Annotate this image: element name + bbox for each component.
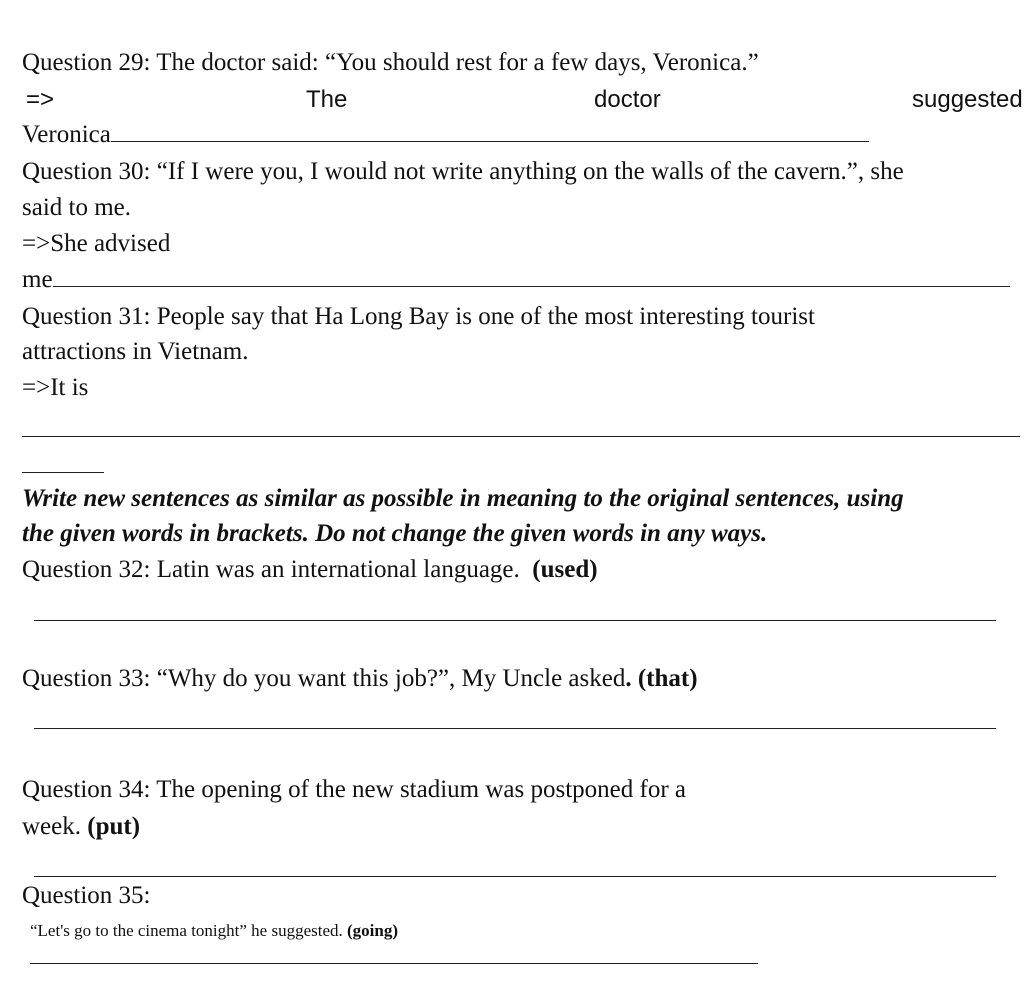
q34-question-line2: week. (put) [22,813,141,840]
q31-answer-prompt: =>It is [22,374,89,401]
q35-answer-blank[interactable] [30,963,758,964]
q35-question: “Let's go to the cinema tonight” he suggested. (going) [30,921,399,940]
q34-given-word: (put) [87,813,141,840]
q30-answer-prompt: =>She advised [22,230,171,257]
instructions-line1: Write new sentences as similar as possible in meaning to the original sentences, using [22,485,904,512]
q31-answer-blank-continuation[interactable] [22,472,104,473]
q29-answer-line: Veronica [22,120,869,150]
q29-question: Question 29: The doctor said: “You should rest for a few days, Veronica.” [22,49,759,76]
q29-answer-prompt-word-doctor: doctor [594,86,661,113]
q33-question: Question 33: “Why do you want this job?”, My Uncle asked. (that) [22,665,698,692]
q30-answer-line: me [22,265,1010,295]
q34-question-line1: Question 34: The opening of the new stadium was postponed for a [22,776,687,803]
q30-answer-blank[interactable] [53,286,1010,287]
q29-answer-prompt-word-suggested: suggested [912,86,1023,113]
q30-question-line1: Question 30: “If I were you, I would not write anything on the walls of the cavern.”, she [22,158,904,185]
q29-answer-prompt-word-the: The [306,86,348,113]
instructions-line2: the given words in brackets. Do not change the given words in any ways. [22,520,768,547]
q33-given-word: (that) [637,665,698,692]
q32-given-word: (used) [532,556,598,583]
q31-question-line1: Question 31: People say that Ha Long Bay is one of the most interesting tourist [22,303,815,330]
q35-given-word: (going) [347,921,399,940]
q33-answer-blank[interactable] [34,728,996,729]
q31-answer-blank[interactable] [22,436,1020,437]
q29-answer-blank[interactable] [111,141,869,142]
q29-answer-prompt-word-arrow: => [26,86,55,113]
q30-question-line2: said to me. [22,194,132,221]
q35-label: Question 35: [22,882,151,909]
q31-question-line2: attractions in Vietnam. [22,338,249,365]
q32-question: Question 32: Latin was an international language. (used) [22,556,598,583]
q34-answer-blank[interactable] [34,876,996,877]
q32-answer-blank[interactable] [34,620,996,621]
